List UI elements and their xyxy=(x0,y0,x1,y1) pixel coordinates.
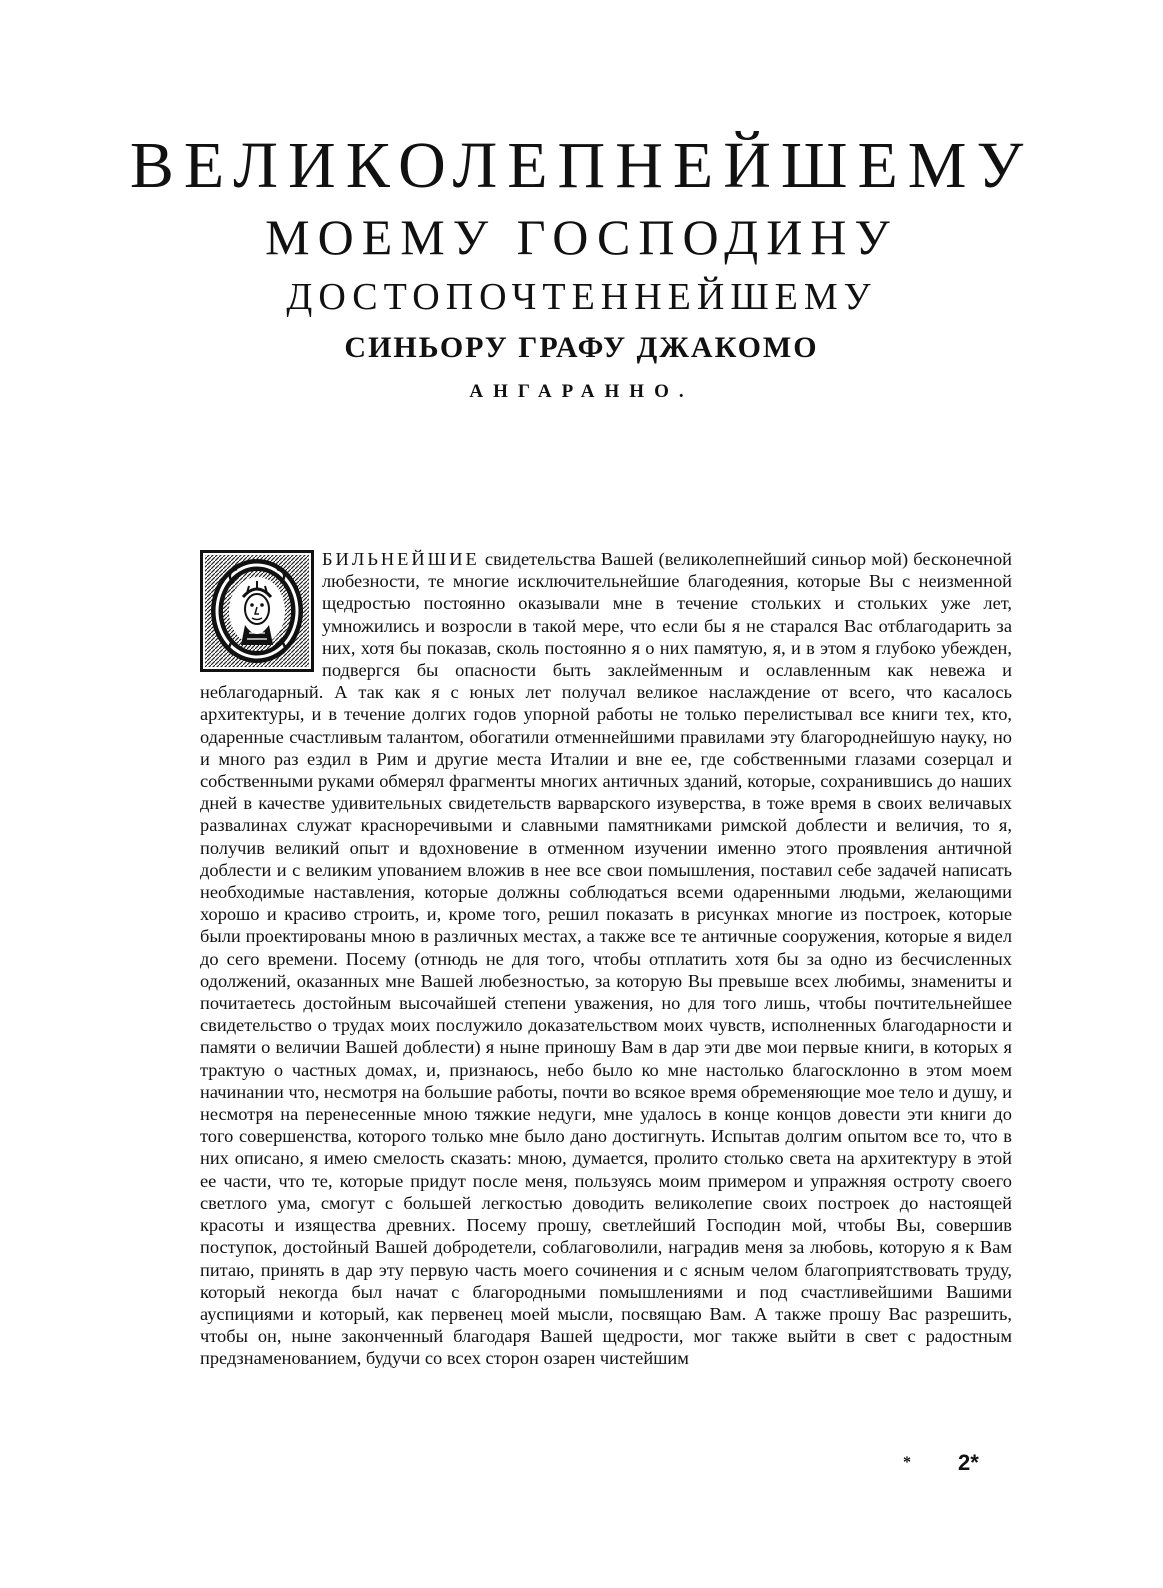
title-line-3: ДОСТОПОЧТЕННЕЙШЕМУ xyxy=(286,276,877,318)
lead-capitals: БИЛЬНЕЙШИЕ xyxy=(322,549,480,569)
ornamental-initial-icon xyxy=(200,550,314,672)
title-line-1: ВЕЛИКОЛЕПНЕЙШЕМУ xyxy=(129,129,1034,202)
title-line-4: СИНЬОРУ ГРАФУ ДЖАКОМО xyxy=(344,331,819,364)
page-footer xyxy=(0,1450,1163,1484)
body-text-content: свидетельства Вашей (великолепнейший синьор мой) бесконечной любезности, те многие исключительнейшие благодеяния, которые Вы с неизменной щедростью постоянно оказывали мне в течение стольких и стольких уже лет, умножились и возросли в такой мере, что если бы я не старался Вас отблагодарить за них, хотя бы показав, сколь постоянно я о них памятую, я, и в этом я глубоко убежден, подвергся бы опасности быть заклейменным и ославленным как невежа и неблагодарный. А так как я с юных лет получал великое наслаждение от всего, что касалось архитектуры, и в течение долгих годов упорной работы не только перелистывал все книги тех, кто, одаренные счастливым талантом, обогатили отменнейшими правилами эту благороднейшую науку, но и много раз ездил в Рим и другие места Италии и вне ее, где собственными глазами созерцал и собственными руками обмерял фрагменты многих античных зданий, которые, сохранившись до наших дней в качестве удивительных свидетельств варварского изуверства, в тоже время в своих величавых развалинах служат красноречивыми и славными памятниками римской доблести и величия, то я, получив великий опыт и вдохновение в отменном изучении именно этого проявления античной доблести и с великим упованием вложив в нее все свои помышления, поставил себе задачей написать необходимые наставления, которые должны соблюдаться всеми одаренными людьми, желающими хорошо и красиво строить, и, кроме того, решил показать в рисунках многие из построек, которые были проектированы мною в различных местах, а также все те античные сооружения, которые я видел до сего времени. Посему (отнюдь не для того, чтобы отплатить хотя бы за одно из бесчисленных одолжений, оказанных мне Вашей любезностью, за которую Вы превыше всех любимы, знамениты и почитаетесь достойным высочайшей степени уважения, но для того лишь, чтобы почтительнейшее свидетельство о трудах моих послужило доказательством моих чувств, исполненных благодарности и памяти о величии Вашей доблести) я ныне приношу Вам в дар эти две мои первые книги, в которых я трактую о частных домах, и, признаюсь, небо было ко мне настолько благосклонно в этом моем начинании что, несмотря на большие работы, почти во всякое время обременяющие мое тело и душу, и несмотря на перенесенные мною тяжкие недуги, мне удалось в конце концов довести эти книги до того совершенства, которого только мне было дано достигнуть. Испытав долгим опытом все то, что в них описано, я имею смелость сказать: мною, думается, пролито столько света на архитектуру в этой ее части, что те, которые придут после меня, пользуясь моим примером и упражняя остроту своего светлого ума, смогут с большей легкостью доводить великолепие своих построек до настоящей красоты и изящества древних. Посему прошу, светлейший Господин мой, чтобы Вы, совершив поступок, достойный Вашей добродетели, соблаговолили, наградив меня за любовь, которую я к Вам питаю, принять в дар эту первую часть моего сочинения и с ясным челом благоприятствовать труду, который некогда был начат с благородными помышлениями и под счастливейшими Вашими ауспициями и который, как первенец моей мысли, посвящаю Вам. А также прошу Вас разрешить, чтобы он, ныне законченный благодаря Вашей щедрости, мог также выйти в свет с радостным предзнаменованием, будучи со всех сторон озарен чистейшим xyxy=(200,549,1012,1369)
title-line-5: АНГАРАННО. xyxy=(469,381,694,402)
dedication-title xyxy=(0,128,1163,408)
dedication-body xyxy=(200,548,1012,1370)
title-line-2: МОЕМУ ГОСПОДИНУ xyxy=(265,209,898,265)
footer-star: * xyxy=(903,1454,911,1471)
signature-mark: 2* xyxy=(958,1450,979,1475)
body-paragraph xyxy=(200,548,1012,1370)
dropcap-ornament-icon xyxy=(203,553,311,669)
